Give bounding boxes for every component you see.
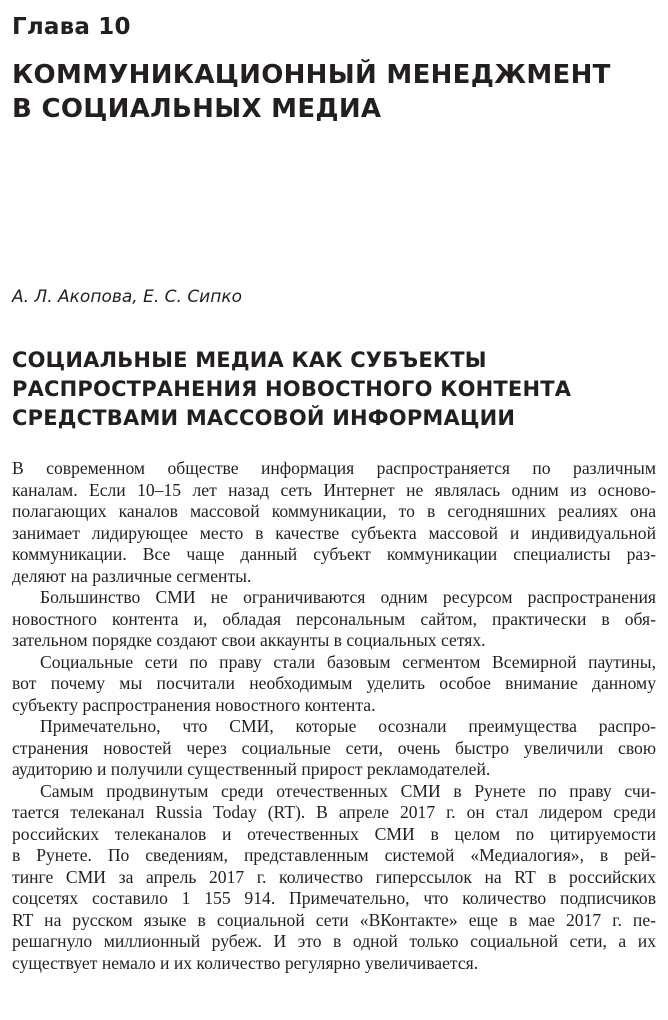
text-line: Примечательно, что СМИ, которые осознали преимущества распро- bbox=[40, 716, 656, 736]
chapter-title-line: В СОЦИАЛЬНЫХ МЕДИА bbox=[12, 94, 382, 124]
paragraph bbox=[12, 587, 656, 652]
text-line: Самым продвинутым среди отечественных СМИ в Рунете по праву счи- bbox=[40, 780, 656, 801]
section-title-line: СРЕДСТВАМИ МАССОВОЙ ИНФОРМАЦИИ bbox=[12, 406, 516, 430]
body-text bbox=[12, 458, 656, 974]
text-line: полагающих каналов массовой коммуникации, то в сегодняшних реалиях она bbox=[12, 501, 656, 521]
text-line: новостного контента и, обладая персональным сайтом, практически в обя- bbox=[12, 608, 656, 629]
text-line: тинге СМИ за апрель 2017 г. количество гиперссылок на RT в российских bbox=[12, 866, 656, 887]
section-title bbox=[12, 346, 657, 433]
text-line: странения новостей через социальные сети, очень быстро увеличили свою bbox=[12, 737, 656, 758]
text-line: субъекту распространения новостного контента. bbox=[12, 694, 376, 715]
text-line: зательном порядке создают свои аккаунты в социальных сетях. bbox=[12, 630, 486, 650]
text-line: в Рунете. По сведениям, представленным системой «Медиалогия», в рей- bbox=[12, 845, 656, 865]
chapter-title bbox=[12, 58, 652, 126]
chapter-title-line: КОММУНИКАЦИОННЫЙ МЕНЕДЖМЕНТ bbox=[12, 60, 611, 90]
text-line: деляют на различные сегменты. bbox=[12, 565, 252, 586]
text-line: аудиторию и получили существенный прирост рекламодателей. bbox=[12, 759, 491, 779]
section-title-line: СОЦИАЛЬНЫЕ МЕДИА КАК СУБЪЕКТЫ bbox=[12, 348, 487, 372]
text-line: тается телеканал Russia Today (RT). В апреле 2017 г. он стал лидером среди bbox=[12, 802, 656, 822]
text-line: занимает лидирующее место в качестве субъекта массовой и индивидуальной bbox=[12, 522, 656, 543]
text-line: коммуникации. Все чаще данный субъект коммуникации специалисты раз- bbox=[12, 544, 656, 564]
paragraph bbox=[12, 781, 656, 975]
text-line: RT на русском языке в социальной сети «ВКонтакте» еще в мае 2017 г. пе- bbox=[12, 909, 656, 930]
text-line: существует немало и их количество регулярно увеличивается. bbox=[12, 952, 479, 973]
text-line: Социальные сети по праву стали базовым сегментом Всемирной паутины, bbox=[40, 651, 656, 672]
text-line: соцсетях составило 1 155 914. Примечательно, что количество подписчиков bbox=[12, 888, 656, 908]
text-line: российских телеканалов и отечественных СМИ в целом по цитируемости bbox=[12, 823, 656, 844]
text-line: решагнуло миллионный рубеж. И это в одной только социальной сети, а их bbox=[12, 931, 656, 951]
text-line: Большинство СМИ не ограничиваются одним ресурсом распространения bbox=[40, 587, 656, 607]
paragraph bbox=[12, 458, 656, 587]
chapter-label: Глава 10 bbox=[12, 14, 131, 40]
text-line: вот почему мы посчитали необходимым уделить особое внимание данному bbox=[12, 673, 656, 693]
text-line: каналам. Если 10–15 лет назад сеть Интернет не являлась одним из осново- bbox=[12, 479, 656, 500]
section-title-line: РАСПРОСТРАНЕНИЯ НОВОСТНОГО КОНТЕНТА bbox=[12, 377, 572, 401]
authors: А. Л. Акопова, Е. С. Сипко bbox=[12, 287, 243, 307]
text-line: В современном обществе информация распространяется по различным bbox=[12, 458, 656, 478]
paragraph bbox=[12, 716, 656, 781]
paragraph bbox=[12, 652, 656, 717]
